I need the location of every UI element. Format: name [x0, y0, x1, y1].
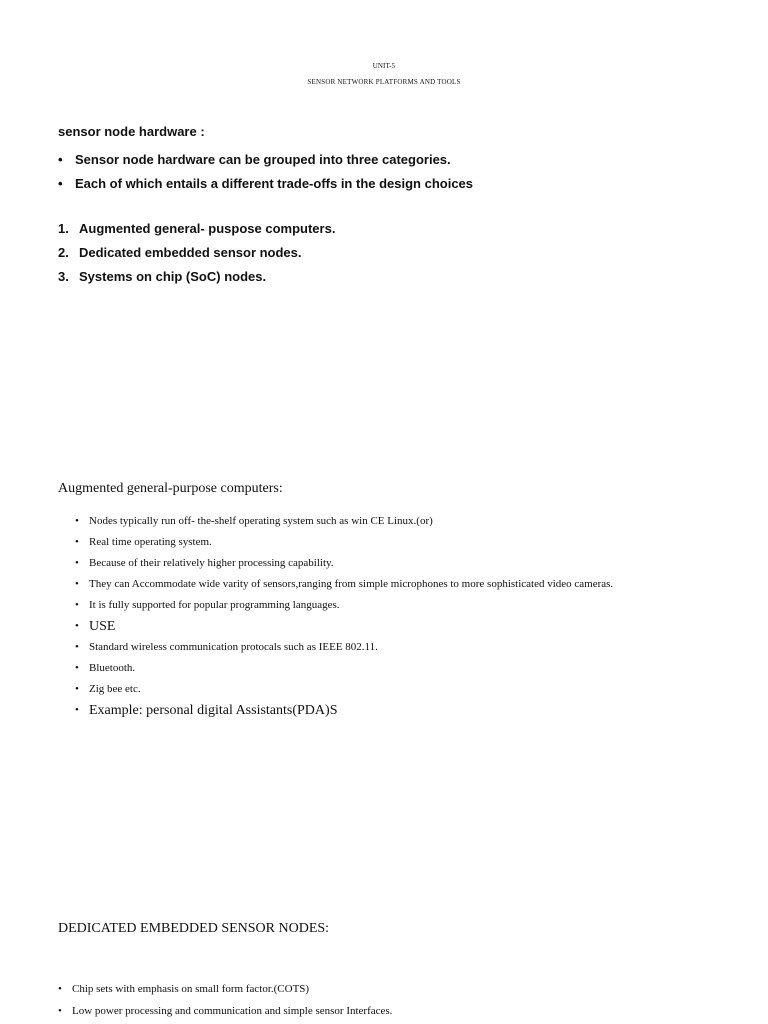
list-item: [75, 553, 755, 574]
numbered-item: [58, 265, 738, 289]
augmented-computers-list: [75, 511, 755, 721]
bullet-icon: •: [75, 536, 79, 548]
bullet-icon: •: [75, 662, 79, 674]
document-title: SENSOR NETWORK PLATFORMS AND TOOLS: [307, 78, 461, 86]
list-item: [75, 511, 755, 532]
list-item: [75, 532, 755, 553]
bullet-icon: •: [58, 983, 62, 995]
category-numbered-list: [58, 217, 738, 289]
dedicated-nodes-heading: DEDICATED EMBEDDED SENSOR NODES:: [58, 921, 330, 936]
list-item-text: Because of their relatively higher processing capability.: [89, 557, 334, 569]
bullet-icon: •: [58, 1005, 62, 1017]
list-item: [58, 1000, 758, 1022]
augmented-computers-heading: Augmented general-purpose computers:: [58, 481, 283, 496]
list-item: [75, 679, 755, 700]
numbered-item-text: Dedicated embedded sensor nodes.: [79, 245, 302, 260]
bullet-icon: •: [58, 152, 63, 167]
numbered-item: [58, 217, 738, 241]
bullet-icon: •: [75, 620, 79, 632]
list-item: [58, 978, 758, 1000]
list-item-text: Nodes typically run off- the-shelf operating system such as win CE Linux.(or): [89, 515, 433, 527]
list-item-text: Real time operating system.: [89, 536, 212, 548]
list-item-text: Low power processing and communication and simple sensor Interfaces.: [72, 1005, 393, 1017]
list-item: [75, 637, 755, 658]
list-item-text: Chip sets with emphasis on small form factor.(COTS): [72, 983, 310, 995]
numbered-item-text: Systems on chip (SoC) nodes.: [79, 269, 267, 284]
bullet-icon: •: [75, 557, 79, 569]
list-item: [58, 148, 738, 172]
bullet-icon: •: [75, 599, 79, 611]
bullet-icon: •: [58, 176, 63, 191]
list-item-text: They can Accommodate wide varity of sensors,ranging from simple microphones to more sophisticated video cameras.: [89, 578, 614, 590]
list-item-text: Standard wireless communication protocals such as IEEE 802.11.: [89, 641, 378, 653]
list-item-text: Sensor node hardware can be grouped into three categories.: [75, 152, 451, 167]
bullet-icon: •: [75, 578, 79, 590]
item-number: 3.: [58, 269, 69, 284]
numbered-item-text: Augmented general- puspose computers.: [79, 221, 336, 236]
list-item-text: Example: personal digital Assistants(PDA)S: [89, 703, 338, 718]
list-item: [75, 658, 755, 679]
numbered-item: [58, 241, 738, 265]
list-item: [75, 700, 755, 721]
list-item-text: Zig bee etc.: [89, 683, 141, 695]
bullet-icon: •: [75, 515, 79, 527]
list-item-text: Each of which entails a different trade-offs in the design choices: [75, 176, 474, 191]
intro-bullet-list: [58, 148, 738, 196]
bullet-icon: •: [75, 641, 79, 653]
item-number: 2.: [58, 245, 69, 260]
list-item: [75, 616, 755, 637]
bullet-icon: •: [75, 683, 79, 695]
item-number: 1.: [58, 221, 69, 236]
section-heading: sensor node hardware :: [58, 124, 205, 139]
list-item: [75, 574, 755, 595]
list-item-text: It is fully supported for popular programming languages.: [89, 599, 340, 611]
bullet-icon: •: [75, 704, 79, 716]
unit-label: UNIT-5: [372, 62, 396, 70]
list-item: [75, 595, 755, 616]
list-item: [58, 172, 738, 196]
list-item-text: USE: [89, 619, 116, 634]
dedicated-nodes-list: [58, 978, 758, 1022]
list-item-text: Bluetooth.: [89, 662, 136, 674]
sensor-node-hardware-section: [58, 124, 738, 289]
